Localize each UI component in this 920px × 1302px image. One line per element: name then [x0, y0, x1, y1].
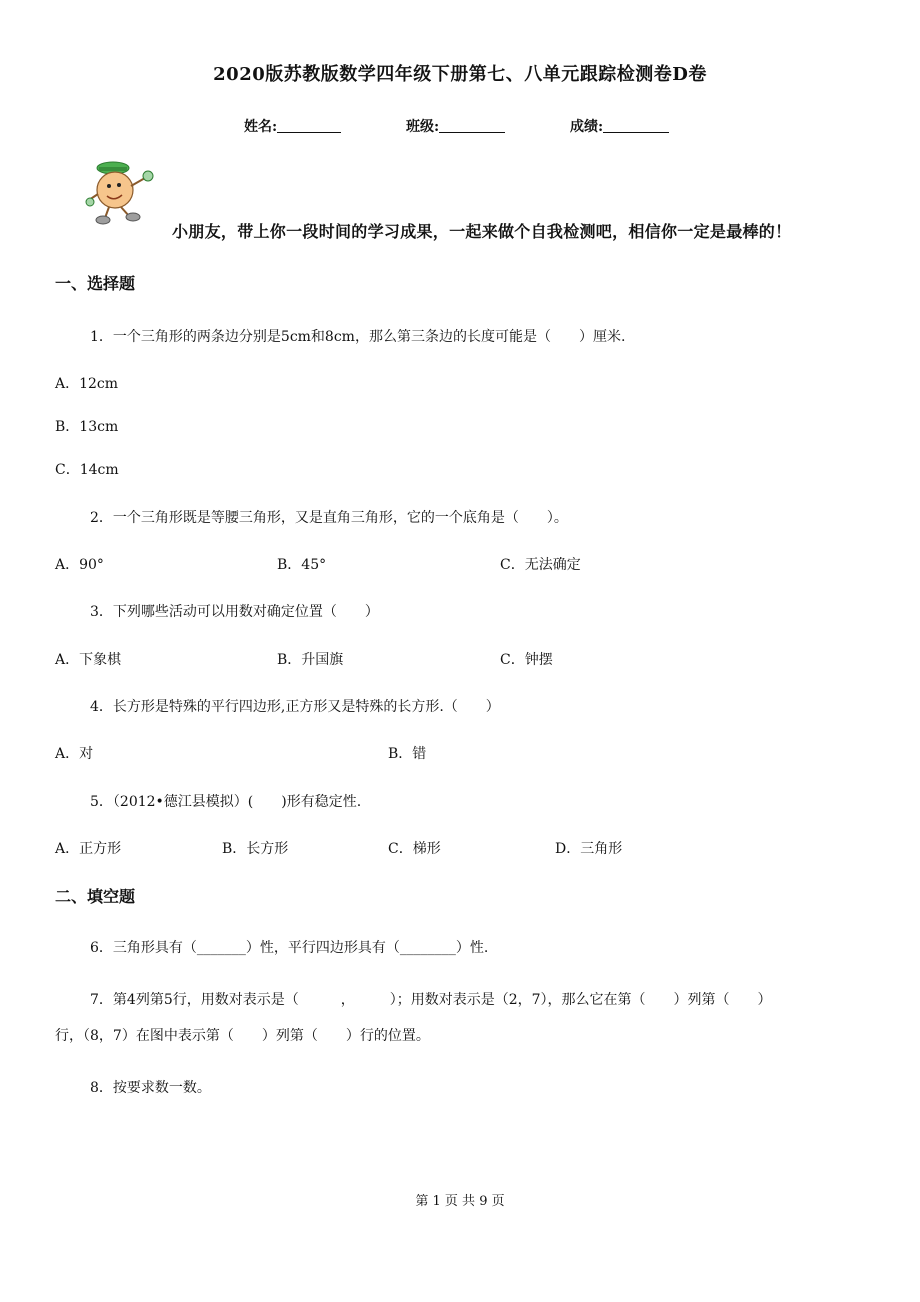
q5-option-d: D．三角形 — [555, 841, 623, 857]
name-field — [244, 116, 341, 136]
q1-option-b: B．13cm — [55, 419, 119, 435]
q1-option-c: C．14cm — [55, 462, 119, 478]
q5-option-a: A．正方形 — [55, 841, 122, 857]
section-heading-choice: 一、选择题 — [55, 274, 136, 293]
q2-option-b: B．45° — [277, 557, 327, 573]
question-2: 2．一个三角形既是等腰三角形，又是直角三角形，它的一个底角是（ ）。 — [90, 510, 568, 526]
name-blank — [277, 118, 341, 133]
section-heading-fill: 二、填空题 — [55, 887, 136, 906]
question-8: 8．按要求数一数。 — [90, 1080, 211, 1096]
page-title: 2020版苏教版数学四年级下册第七、八单元跟踪检测卷D卷 — [213, 64, 707, 85]
question-5: 5．（2012•德江县模拟）( )形有稳定性. — [90, 794, 362, 810]
mascot-icon — [85, 160, 157, 226]
score-field — [570, 116, 669, 136]
score-blank — [603, 118, 669, 133]
question-7-line-1: 7．第4列第5行，用数对表示是（ ， ）；用数对表示是（2，7），那么它在第（ ）列第（ ） — [90, 992, 772, 1008]
q5-option-c: C．梯形 — [388, 841, 441, 857]
page-footer: 第 1 页 共 9 页 — [415, 1194, 505, 1209]
question-4: 4．长方形是特殊的平行四边形,正方形又是特殊的长方形.（ ） — [90, 699, 500, 715]
q2-option-a: A．90° — [55, 557, 104, 573]
q4-option-a: A．对 — [55, 746, 94, 762]
q3-option-c: C．钟摆 — [500, 652, 553, 668]
class-field — [406, 116, 505, 136]
q3-option-a: A．下象棋 — [55, 652, 122, 668]
class-label: 班级: — [406, 119, 440, 135]
q5-option-b: B．长方形 — [222, 841, 289, 857]
q2-option-c: C．无法确定 — [500, 557, 581, 573]
class-blank — [439, 118, 505, 133]
question-6: 6．三角形具有（_______）性，平行四边形具有（________）性. — [90, 940, 489, 956]
question-7-line-2: 行，（8，7）在图中表示第（ ）列第（ ）行的位置。 — [55, 1028, 430, 1044]
score-label: 成绩: — [570, 119, 604, 135]
q3-option-b: B．升国旗 — [277, 652, 344, 668]
question-1: 1．一个三角形的两条边分别是5cm和8cm，那么第三条边的长度可能是（ ）厘米. — [90, 329, 626, 345]
q4-option-b: B．错 — [388, 746, 427, 762]
greeting-text: 小朋友，带上你一段时间的学习成果，一起来做个自我检测吧，相信你一定是最棒的！ — [172, 222, 792, 241]
question-3: 3．下列哪些活动可以用数对确定位置（ ） — [90, 604, 379, 620]
name-label: 姓名: — [244, 119, 278, 135]
q1-option-a: A．12cm — [55, 376, 119, 392]
